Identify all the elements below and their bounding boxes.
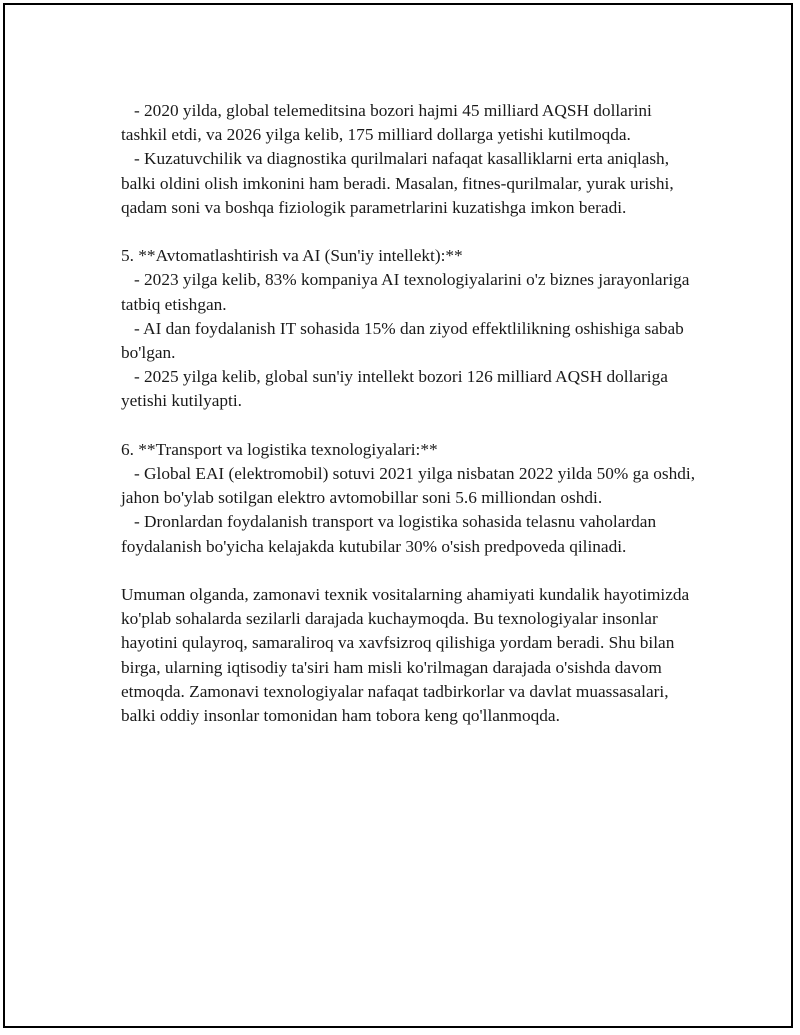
- drones-item: - Dronlardan foydalanish transport va logistika sohasida telasnu vaholardan foydalanish bo'yicha kelajakda kutubilar 30% o'sish predpoveda qilinadi.: [121, 512, 661, 556]
- ai-efficiency-item: - AI dan foydalanish IT sohasida 15% dan ziyod effektlilikning oshishiga sabab bo'lgan.: [121, 318, 689, 363]
- document-body: [121, 99, 701, 728]
- ai-market-item: - 2025 yilga kelib, global sun'iy intellekt bozori 126 milliard AQSH dollariga yetishi kutilyapti.: [121, 367, 673, 411]
- document-page: [3, 3, 793, 1028]
- diagnostics-devices-item: - Kuzatuvchilik va diagnostika qurilmalari nafaqat kasalliklarni erta aniqlash, balki oldini olish imkonini ham beradi. Masalan, fitnes-qurilmalar, yurak urishi, qadam soni va boshqa fiziologik parametrlarini kuzatishga imkon beradi.: [121, 149, 679, 217]
- telemedicine-market-item: - 2020 yilda, global telemeditsina bozori hajmi 45 milliard AQSH dollarini tashkil etdi, va 2026 yilga kelib, 175 milliard dollarga yetishi kutilmoqda.: [121, 101, 657, 145]
- ai-adoption-item: - 2023 yilga kelib, 83% kompaniya AI texnologiyalarini o'z biznes jarayonlariga tatbiq etishgan.: [121, 270, 694, 314]
- section-6-heading: 6. **Transport va logistika texnologiyalari:**: [121, 439, 438, 459]
- ev-sales-item: - Global EAI (elektromobil) sotuvi 2021 yilga nisbatan 2022 yilda 50% ga oshdi, jahon bo'ylab sotilgan elektro avtomobillar soni 5.6 milliondan oshdi.: [121, 464, 700, 508]
- paragraph-gap: [121, 559, 701, 583]
- conclusion-paragraph: Umuman olganda, zamonavi texnik vositalarning ahamiyati kundalik hayotimizda ko'plab sohalarda sezilarli darajada kuchaymoqda. Bu texnologiyalar insonlar hayotini qulayroq, samaraliroq va xavfsizroq qilishiga yordam beradi. Shu bilan birga, ularning iqtisodiy ta'siri ham misli ko'rilmagan darajada o'sishda davom etmoqda. Zamonavi texnologiyalar nafaqat tadbirkorlar va davlat muassasalari, balki oddiy insonlar tomonidan ham tobora keng qo'llanmoqda.: [121, 585, 694, 726]
- paragraph-gap: [121, 414, 701, 438]
- paragraph-gap: [121, 220, 701, 244]
- section-5-heading: 5. **Avtomatlashtirish va AI (Sun'iy intellekt):**: [121, 246, 463, 266]
